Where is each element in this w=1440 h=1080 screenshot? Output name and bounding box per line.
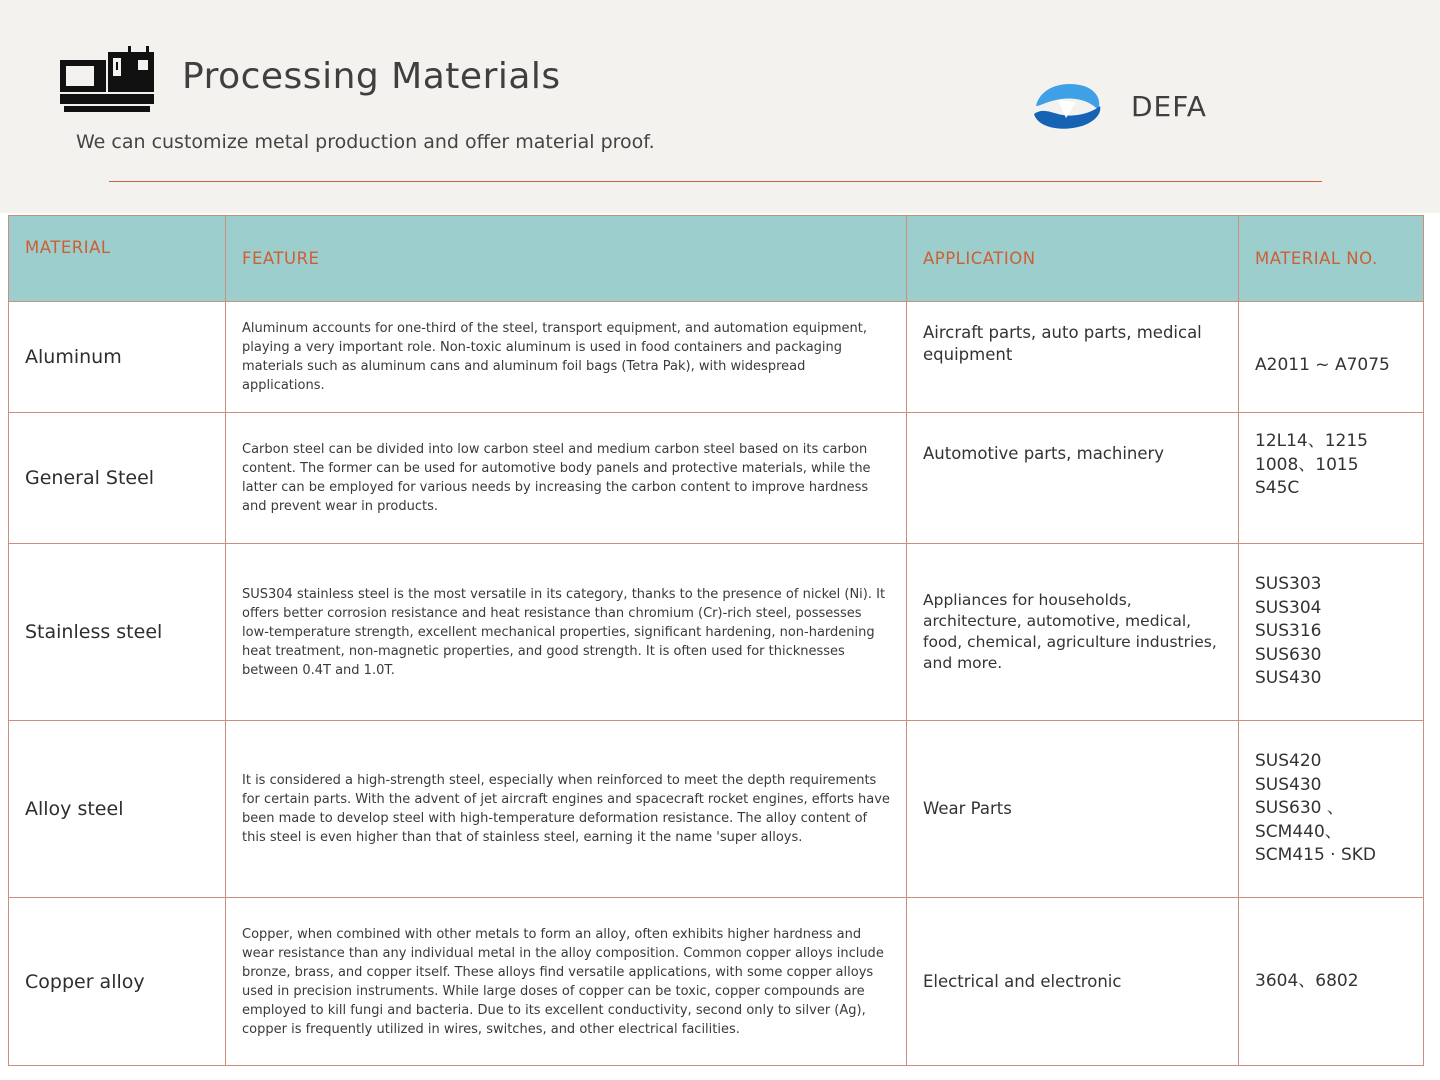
column-header-application: APPLICATION [907, 216, 1239, 302]
table-header-row [9, 216, 1424, 302]
material-no: SUS430 [1255, 774, 1322, 795]
material-no: 3604、6802 [1255, 970, 1359, 991]
column-header-material-no: MATERIAL NO. [1239, 216, 1424, 302]
cnc-machine-icon [58, 46, 158, 114]
material-no: A2011 ~ A7075 [1255, 355, 1390, 376]
application-text: Electrical and electronic [923, 971, 1122, 991]
application-cell [907, 413, 1239, 544]
material-no-cell [1239, 413, 1424, 544]
feature-cell [226, 302, 907, 413]
material-no-list [1255, 970, 1407, 994]
material-no: S45C [1255, 478, 1300, 498]
feature-text: SUS304 stainless steel is the most versatile in its category, thanks to the presence of nickel (Ni). It offers better corrosion resistance and heat resistance than chromium (Cr)-rich steel, possesses low-temperature strength, excellent mechanical properties, significant hardening, non-hardening heat treatment, non-magnetic properties, and good strength. It is often used for thicknesses between 0.4T and 1.0T. [242, 586, 886, 678]
material-no-list [1255, 750, 1407, 868]
application-text: Aircraft parts, auto parts, medical equipment [923, 323, 1202, 364]
material-no: SUS430 [1255, 668, 1322, 689]
feature-text: Carbon steel can be divided into low carbon steel and medium carbon steel based on its carbon content. The former can be used for automotive body panels and protective materials, while the latter can be employed for various needs by increasing the carbon content to improve hardness and prevent wear in products. [242, 442, 871, 514]
material-no: SUS303 [1255, 574, 1322, 595]
material-cell [9, 302, 226, 413]
material-cell [9, 544, 226, 721]
application-text: Appliances for households, architecture, automotive, medical, food, chemical, agriculture industries, and more. [923, 591, 1217, 672]
material-no: 12L14、1215 [1255, 431, 1368, 451]
material-name: Alloy steel [25, 798, 124, 820]
material-no: SUS304 [1255, 597, 1322, 618]
material-name: Aluminum [25, 346, 122, 368]
material-no: SCM440、 [1255, 821, 1342, 842]
material-no-cell [1239, 898, 1424, 1066]
column-header-feature: FEATURE [226, 216, 907, 302]
material-name: Copper alloy [25, 970, 145, 993]
page-subtitle: We can customize metal production and offer material proof. [76, 131, 655, 153]
material-no: SCM415 · SKD [1255, 845, 1377, 866]
material-no: SUS420 [1255, 751, 1322, 772]
application-cell [907, 721, 1239, 898]
table-row [9, 898, 1424, 1066]
feature-text: Copper, when combined with other metals to form an alloy, often exhibits higher hardness and wear resistance than any individual metal in the alloy composition. Common copper alloys include bronze, brass, and copper itself. These alloys find versatile applications, with some copper alloys used in precision instruments. While large doses of copper can be toxic, copper compounds are employed to kill fungi and bacteria. Due to its excellent conductivity, second only to silver (Ag), copper is frequently utilized in wires, switches, and other electrical facilities. [242, 926, 884, 1037]
page-title: Processing Materials [182, 56, 561, 97]
material-no: SUS630 、 [1255, 798, 1344, 819]
table-row [9, 721, 1424, 898]
material-no: SUS630 [1255, 644, 1322, 665]
table-row [9, 413, 1424, 544]
brand-name: DEFA [1131, 90, 1207, 123]
material-no-list [1255, 573, 1407, 691]
feature-cell [226, 544, 907, 721]
material-no-list [1255, 430, 1407, 501]
material-name: General Steel [25, 467, 155, 489]
application-text: Automotive parts, machinery [923, 444, 1165, 463]
material-no-cell [1239, 544, 1424, 721]
column-header-material: MATERIAL [9, 216, 226, 302]
material-no-cell [1239, 302, 1424, 413]
feature-cell [226, 721, 907, 898]
application-cell [907, 544, 1239, 721]
material-cell [9, 721, 226, 898]
application-text: Wear Parts [923, 799, 1012, 818]
material-no: 1008、1015 [1255, 454, 1359, 475]
feature-text: Aluminum accounts for one-third of the steel, transport equipment, and automation equipment, playing a very important role. Non-toxic aluminum is used in food containers and packaging materials such as aluminum cans and aluminum foil bags (Tetra Pak), with widespread applications. [242, 321, 868, 393]
application-cell [907, 898, 1239, 1066]
application-cell [907, 302, 1239, 413]
feature-cell [226, 898, 907, 1066]
materials-table [8, 215, 1424, 1066]
material-cell [9, 898, 226, 1066]
material-no-cell [1239, 721, 1424, 898]
material-no-list [1255, 354, 1407, 378]
material-no: SUS316 [1255, 621, 1322, 642]
feature-text: It is considered a high-strength steel, especially when reinforced to meet the depth requirements for certain parts. With the advent of jet aircraft engines and spacecraft rocket engines, efforts have been made to develop steel with high-temperature deformation resistance. The alloy content of this steel is even higher than that of stainless steel, earning it the name 'super alloys. [242, 773, 890, 845]
defa-logo [1032, 78, 1104, 132]
table-row [9, 302, 1424, 413]
material-cell [9, 413, 226, 544]
material-name: Stainless steel [25, 621, 163, 643]
header-divider [109, 181, 1322, 182]
feature-cell [226, 413, 907, 544]
table-row [9, 544, 1424, 721]
